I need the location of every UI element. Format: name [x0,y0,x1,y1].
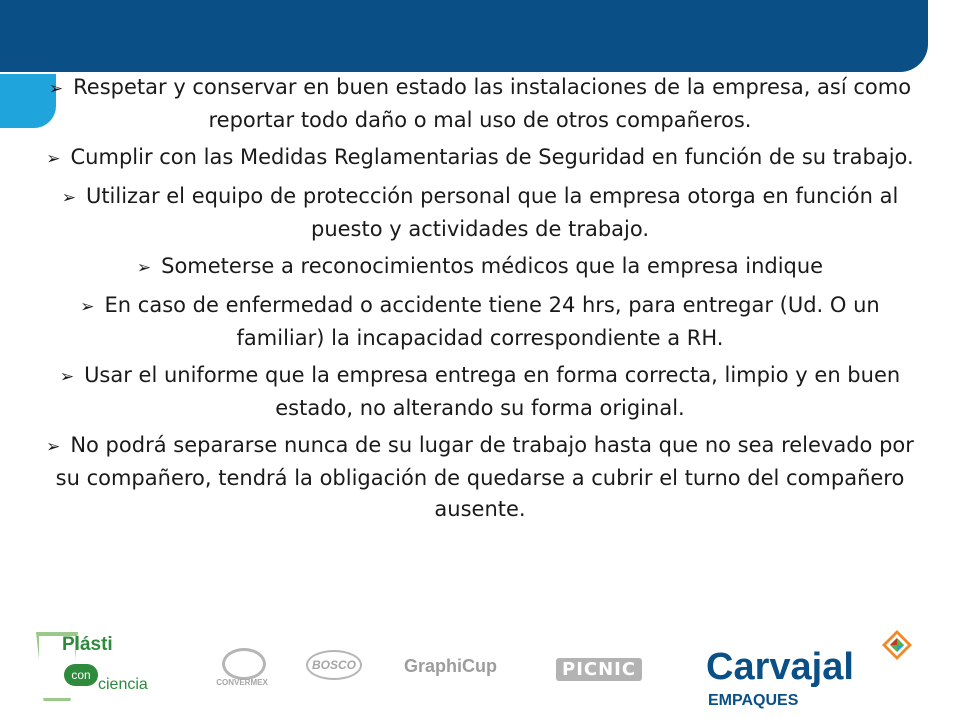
list-item [20,430,940,525]
plasti-word: Plásti [62,634,113,655]
rules-list [20,72,940,531]
convermex-logo [210,644,274,688]
bullet-text: No podrá separarse nunca de su lugar de trabajo hasta que no sea relevado por su compañero, tendrá la obligación de quedarse a cubrir el turno del compañero ausente. [55,433,914,521]
empaques-word: EMPAQUES [708,692,799,709]
bullet-text: Someterse a reconocimientos médicos que la empresa indique [161,254,824,278]
list-item [20,251,940,284]
carvajal-word: Carvajal [706,646,854,688]
arrow-right-bullet-icon: ➢ [136,258,152,278]
bosco-text: BOSCO [306,650,362,680]
arrow-right-bullet-icon: ➢ [46,149,61,169]
list-item [20,290,940,354]
bullet-text: Respetar y conservar en buen estado las instalaciones de la empresa, así como reportar todo daño o mal uso de otros compañeros. [73,75,912,132]
bosco-logo [306,650,362,684]
arrow-right-bullet-icon: ➢ [80,297,95,317]
logo-footer [0,618,960,720]
graphicup-logo: GraphiCup [404,656,497,676]
header-bar [0,0,928,72]
arrow-right-bullet-icon: ➢ [59,367,75,387]
bullet-text: En caso de enfermedad o accidente tiene 24 hrs, para entregar (Ud. O un familiar) la incapacidad correspondiente a RH. [104,293,880,350]
arrow-right-bullet-icon: ➢ [46,437,61,457]
plasticonciencia-logo [28,628,168,708]
bullet-text: Utilizar el equipo de protección personal que la empresa otorga en función al puesto y actividades de trabajo. [85,184,899,241]
carvajal-diamond-icon [882,630,912,660]
list-item [20,181,940,245]
arrow-right-bullet-icon: ➢ [61,188,76,208]
list-item [20,360,940,424]
carvajal-logo [706,628,942,714]
con-badge: con [64,664,98,686]
list-item [20,142,940,175]
bullet-text: Usar el uniforme que la empresa entrega en forma correcta, limpio y en buen estado, no alterando su forma original. [84,363,901,420]
globe-ring-icon [222,648,266,680]
ciencia-word: ciencia [98,676,148,693]
list-item [20,72,940,136]
picnic-logo: PICNIC [556,658,642,681]
bullet-text: Cumplir con las Medidas Reglamentarias de Seguridad en función de su trabajo. [70,145,914,169]
convermex-text: CONVERMEX [216,678,268,687]
arrow-right-bullet-icon: ➢ [48,79,64,99]
